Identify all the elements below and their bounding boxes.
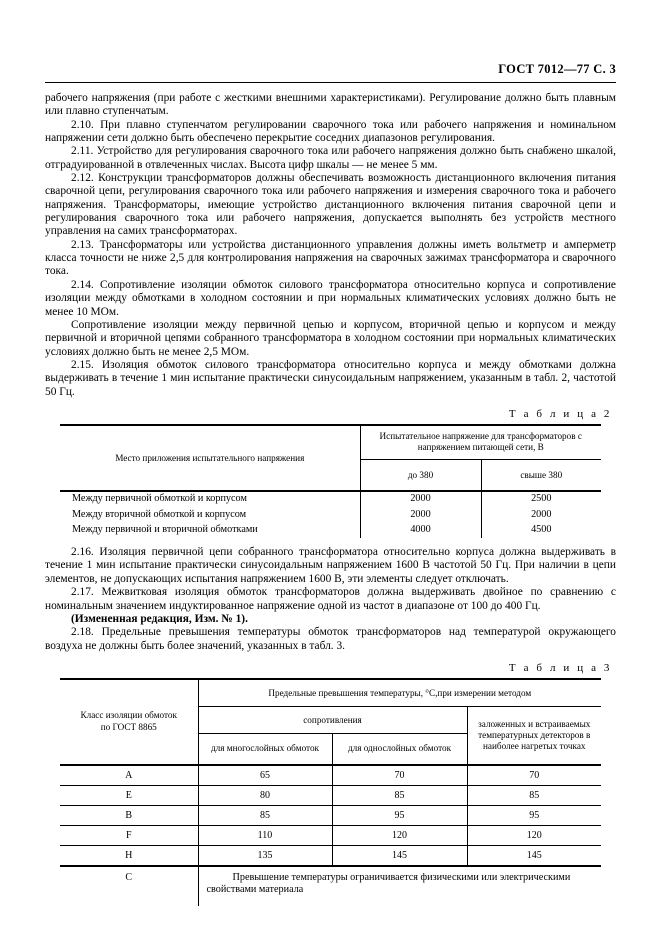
table3-row-v-class: В — [60, 805, 198, 825]
table-row — [60, 825, 601, 845]
table3-row-f-singlelayer: 120 — [332, 825, 467, 845]
table2-header-row-1 — [60, 425, 601, 460]
paragraph-2-14: 2.14. Сопротивление изоляции обмоток силового трансформатора относительно корпуса и сопротивление изоляции между обмотками в холодном состоянии и при нормальных климатических условиях должно быть не менее 10 МОм. — [45, 278, 616, 318]
paragraph-2-13: 2.13. Трансформаторы или устройства дистанционного управления должны иметь вольтметр и амперметр класса точности не ниже 2,5 для контролирования напряжения на сварочных зажимах трансформатора и сварочного тока. — [45, 238, 616, 278]
table3-row-e-singlelayer: 85 — [332, 785, 467, 805]
table2-header-voltage-span: Испытательное напряжение для трансформаторов с напряжением питающей сети, В — [360, 425, 601, 460]
table-row — [60, 523, 601, 538]
paragraph-2-18: 2.18. Предельные превышения температуры обмоток трансформаторов над температурой окружающего воздуха не должны быть более значений, указанных в табл. 3. — [45, 626, 616, 652]
table-row — [60, 507, 601, 522]
table-row — [60, 765, 601, 786]
table3-header-class — [60, 679, 198, 765]
table3-row-e-detectors: 85 — [467, 785, 601, 805]
table3-row-v-singlelayer: 95 — [332, 805, 467, 825]
table3-header-temp-span: Предельные превышения температуры, °C,при измерении методом — [198, 679, 601, 707]
table-row — [60, 866, 601, 906]
paragraph-2-17: 2.17. Межвитковая изоляция обмоток трансформаторов должна выдерживать двойное по сравнению с номинальным значением индуктированное напряжение одной из частот в диапазоне от 100 до 400 Гц. — [45, 586, 616, 612]
paragraph-2-16: 2.16. Изоляция первичной цепи собранного трансформатора относительно корпуса должна выдерживать в течение 1 мин испытание практически синусоидальным напряжением 1600 В частотой 50 Гц. При наличии в цепи элементов, не допускающих испытания напряжением 1600 В, эти элементы следует отключать. — [45, 546, 616, 585]
table-row — [60, 785, 601, 805]
table3-header-row-1 — [60, 679, 601, 707]
table2-header-to-380: до 380 — [360, 459, 481, 491]
table3-header-detectors: заложенных и встраиваемых температурных детекторов в наиболее нагретых точках — [467, 706, 601, 765]
table3-header-resistance: сопротивления — [198, 706, 467, 733]
header-rule — [45, 82, 616, 83]
table3-row-f-detectors: 120 — [467, 825, 601, 845]
table-row — [60, 845, 601, 866]
table2-caption: Т а б л и ц а 2 — [508, 407, 612, 420]
table3-row-a-singlelayer: 70 — [332, 765, 467, 786]
table3-row-v-detectors: 95 — [467, 805, 601, 825]
paragraph-2-15: 2.15. Изоляция обмоток силового трансформатора относительно корпуса и между обмотками должна выдерживать в течение 1 мин испытание практически синусоидальным напряжением, указанным в табл. 2, частотой 50 Гц. — [45, 358, 616, 398]
paragraph-continued: рабочего напряжения (при работе с жесткими внешними характеристиками). Регулирование должно быть плавным или плавно ступенчатым. — [45, 92, 616, 118]
table3-row-n-class: Н — [60, 845, 198, 866]
table2-row1-over380: 2500 — [531, 493, 552, 505]
table3-row-c-class: С — [60, 866, 198, 906]
table3-header-singlelayer: для однослойных обмоток — [332, 733, 467, 765]
table3-row-a-detectors: 70 — [467, 765, 601, 786]
document-content — [45, 92, 616, 906]
table2-row1-label: Между первичной обмоткой и корпусом — [60, 491, 360, 507]
paragraph-2-14b: Сопротивление изоляции между первичной цепью и корпусом, вторичной цепью и корпусом и между первичной и вторичной цепями собранного трансформатора в холодном состоянии при нормальных климатических условиях должно быть не менее 2,5 МОм. — [45, 318, 616, 358]
table3-row-v-multilayer: 85 — [198, 805, 332, 825]
table2-row3-label: Между первичной и вторичной обмотками — [60, 523, 360, 538]
table2-row1-to380: 2000 — [360, 491, 481, 507]
table2-row2-label: Между вторичной обмоткой и корпусом — [60, 507, 360, 522]
paragraph-amendment: (Измененная редакция, Изм. № 1). — [71, 612, 248, 625]
table2-row2-over380: 2000 — [531, 508, 552, 520]
table2-row3-to380: 4000 — [360, 523, 481, 538]
paragraph-2-12: 2.12. Конструкции трансформаторов должны обеспечивать возможность дистанционного включения питания сварочной цепи, регулирования сварочного тока или рабочего напряжения и измерения сварочного тока и рабочего напряжения. Трансформаторы, имеющие устройство дистанционного включения питания сварочной цепи и регулирования сварочного тока или рабочего напряжения, допускается выполнять без устройств местного управления на самих трансформаторах. — [45, 172, 616, 238]
table3-row-e-multilayer: 80 — [198, 785, 332, 805]
table-row — [60, 491, 601, 507]
table3-row-a-class: А — [60, 765, 198, 786]
table3-row-e-class: Е — [60, 785, 198, 805]
table-row — [60, 805, 601, 825]
table3-header-multilayer: для многослойных обмоток — [198, 733, 332, 765]
table2-row2-to380: 2000 — [360, 507, 481, 522]
table3-row-a-multilayer: 65 — [198, 765, 332, 786]
paragraph-2-11: 2.11. Устройство для регулирования сварочного тока или рабочего напряжения должно быть снабжено шкалой, отградуированной в отвлеченных числах. Высота цифр шкалы — не менее 5 мм. — [45, 145, 616, 171]
table-2 — [60, 424, 601, 538]
table3-caption: Т а б л и ц а 3 — [508, 661, 612, 674]
table3-row-c-note: Превышение температуры ограничивается физическими или электрическими свойствами материала — [206, 871, 571, 896]
page-header: ГОСТ 7012—77 С. 3 — [498, 62, 616, 76]
table3-header-class-line1: Класс изоляции обмоток — [80, 710, 177, 721]
table2-header-place: Место приложения испытательного напряжения — [60, 425, 360, 491]
table3-row-f-multilayer: 110 — [198, 825, 332, 845]
table3-row-f-class: F — [60, 825, 198, 845]
table2-row3-over380: 4500 — [531, 524, 552, 536]
table2-header-over-380: свыше 380 — [481, 459, 601, 491]
table3-row-n-singlelayer: 145 — [332, 845, 467, 866]
paragraph-2-10: 2.10. При плавно ступенчатом регулировании сварочного тока или рабочего напряжения и номинальном напряжении сети должно быть обеспечено перекрытие соседних диапазонов регулирования. — [45, 118, 616, 145]
table-3 — [60, 678, 601, 906]
table3-row-n-multilayer: 135 — [198, 845, 332, 866]
table3-header-class-line2: по ГОСТ 8865 — [100, 721, 157, 732]
table3-row-n-detectors: 145 — [467, 845, 601, 866]
